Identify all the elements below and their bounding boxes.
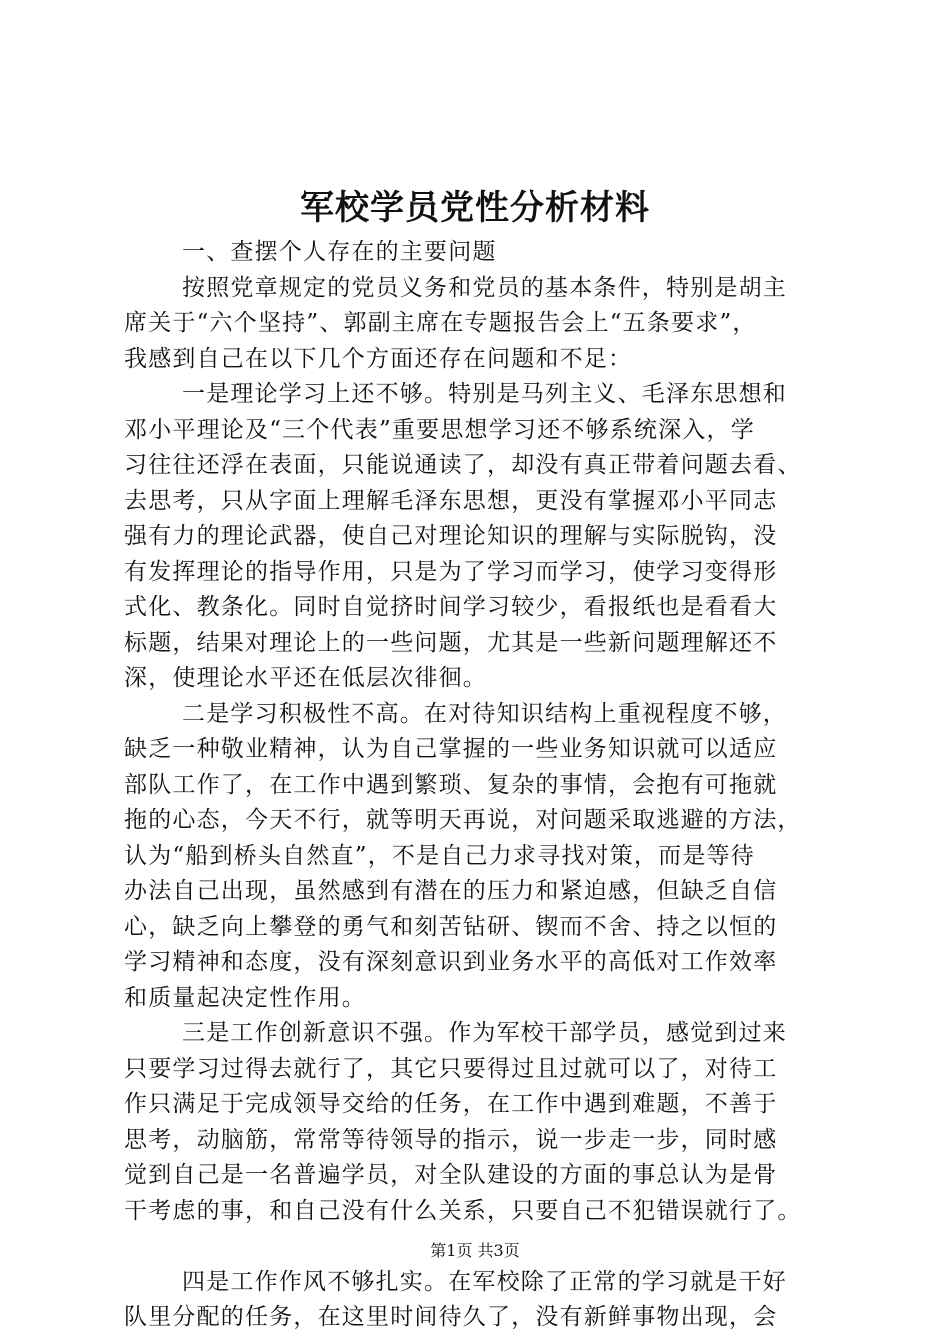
paragraph-line: 标题，结果对理论上的一些问题，尤其是一些新问题理解还不 xyxy=(124,629,778,656)
paragraph-line: 和质量起决定性作用。 xyxy=(124,984,366,1011)
paragraph-line: 一是理论学习上还不够。特别是马列主义、毛泽东思想和 xyxy=(182,381,787,407)
paragraph-line: 作只满足于完成领导交给的任务，在工作中遇到难题，不善于 xyxy=(124,1091,778,1117)
paragraph-line: 觉到自己是一名普遍学员，对全队建设的方面的事总认为是骨 xyxy=(124,1162,778,1188)
paragraph-line: 习往往还浮在表面，只能说通读了，却没有真正带着问题去看、 xyxy=(124,452,802,478)
paragraph-line: 缺乏一种敬业精神，认为自己掌握的一些业务知识就可以适应 xyxy=(124,736,778,762)
paragraph-line: 席关于“六个坚持”、郭副主席在专题报告会上“五条要求”， xyxy=(124,310,757,336)
paragraph-line: 学习精神和态度，没有深刻意识到业务水平的高低对工作效率 xyxy=(124,949,778,975)
paragraph-line: 部队工作了，在工作中遇到繁琐、复杂的事情，会抱有可拖就 xyxy=(124,771,778,798)
paragraph-line: 思考，动脑筋，常常等待领导的指示，说一步走一步，同时感 xyxy=(124,1126,778,1153)
paragraph-line: 四是工作作风不够扎实。在军校除了正常的学习就是干好 xyxy=(182,1268,787,1295)
paragraph-line: 深，使理论水平还在低层次徘徊。 xyxy=(124,665,487,691)
paragraph-line: 二是学习积极性不高。在对待知识结构上重视程度不够， xyxy=(182,700,787,727)
paragraph-line: 式化、教条化。同时自觉挤时间学习较少，看报纸也是看看大 xyxy=(124,594,778,620)
paragraph-line: 我感到自己在以下几个方面还存在问题和不足： xyxy=(124,345,633,372)
paragraph-line: 拖的心态，今天不行，就等明天再说，对问题采取逃避的方法， xyxy=(124,807,802,833)
paragraph-line: 三是工作创新意识不强。作为军校干部学员，感觉到过来 xyxy=(182,1020,787,1046)
paragraph-line: 干考虑的事，和自己没有什么关系，只要自己不犯错误就行了。 xyxy=(124,1197,802,1224)
paragraph-line: 心，缺乏向上攀登的勇气和刻苦钻研、锲而不舍、持之以恒的 xyxy=(124,913,778,940)
section-heading: 一、查摆个人存在的主要问题 xyxy=(182,239,497,265)
paragraph-line: 只要学习过得去就行了，其它只要得过且过就可以了，对待工 xyxy=(124,1055,778,1082)
document-title: 军校学员党性分析材料 xyxy=(300,188,650,228)
paragraph-line: 队里分配的任务，在这里时间待久了，没有新鲜事物出现，会 xyxy=(124,1304,778,1330)
paragraph-line: 认为“船到桥头自然直”，不是自己力求寻找对策，而是等待 xyxy=(124,842,755,869)
page-number-footer: 第1页 共3页 xyxy=(430,1241,520,1260)
paragraph-line: 有发挥理论的指导作用，只是为了学习而学习，使学习变得形 xyxy=(124,558,778,585)
paragraph-line: 按照党章规定的党员义务和党员的基本条件，特别是胡主 xyxy=(182,274,787,301)
paragraph-line: 办法自己出现，虽然感到有潜在的压力和紧迫感，但缺乏自信 xyxy=(124,878,778,904)
paragraph-line: 强有力的理论武器，使自己对理论知识的理解与实际脱钩，没 xyxy=(124,523,778,549)
paragraph-line: 邓小平理论及“三个代表”重要思想学习还不够系统深入，学 xyxy=(124,416,755,443)
paragraph-line: 去思考，只从字面上理解毛泽东思想，更没有掌握邓小平同志 xyxy=(124,487,778,514)
document-body xyxy=(124,235,844,1336)
